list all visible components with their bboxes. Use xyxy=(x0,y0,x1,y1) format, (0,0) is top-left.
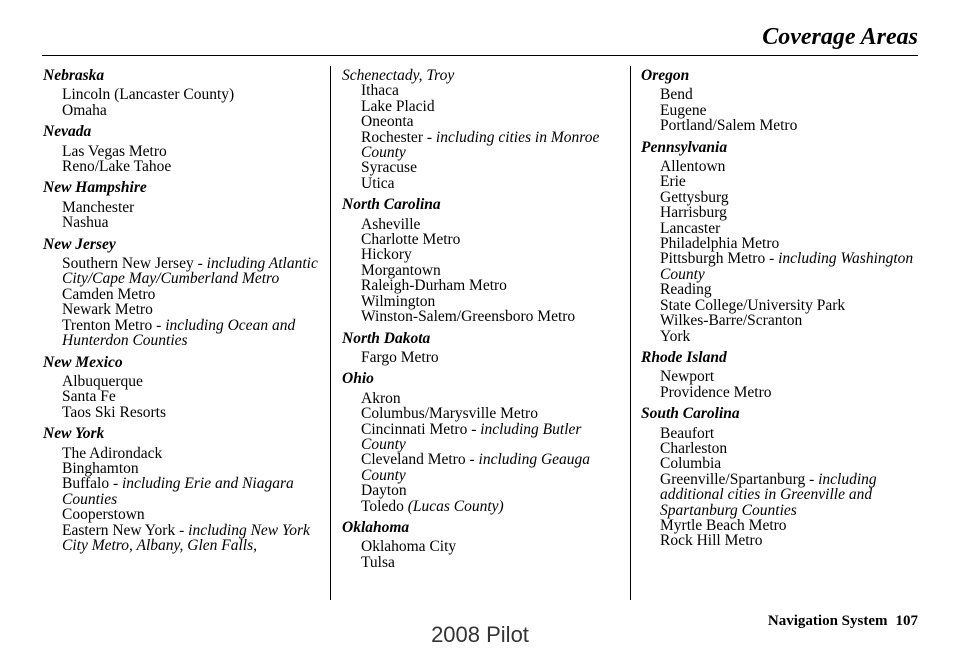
city-name: Santa Fe xyxy=(62,388,116,406)
column-1 xyxy=(43,68,323,553)
city-entry xyxy=(342,247,612,262)
city-name: Gettysburg xyxy=(660,188,729,206)
city-name: Manchester xyxy=(62,198,135,216)
header-rule xyxy=(42,55,918,56)
city-entry xyxy=(43,103,323,118)
city-name: Asheville xyxy=(361,215,421,233)
city-entry xyxy=(641,251,921,282)
city-name: Philadelphia Metro xyxy=(660,235,780,253)
state-heading: Oregon xyxy=(641,67,690,84)
city-entry xyxy=(342,114,612,129)
city-entry xyxy=(342,176,612,191)
state-heading: New Mexico xyxy=(43,353,123,371)
city-name: Portland/Salem Metro xyxy=(660,117,798,135)
city-entry xyxy=(43,446,323,461)
city-name: Trenton Metro - xyxy=(62,316,166,334)
city-name: Lincoln (Lancaster County) xyxy=(62,86,235,104)
city-name: Wilmington xyxy=(361,292,436,310)
page-number: 107 xyxy=(895,613,918,629)
city-entry xyxy=(43,87,323,102)
city-entry xyxy=(43,389,323,404)
state-heading: South Carolina xyxy=(641,405,740,423)
city-name: Greenville/Spartanburg - xyxy=(660,470,819,488)
city-name: Raleigh-Durham Metro xyxy=(361,277,507,295)
state-heading: New Hampshire xyxy=(43,179,147,197)
city-entry xyxy=(641,456,921,471)
city-entry xyxy=(641,87,921,102)
city-entry xyxy=(342,406,612,421)
city-entry xyxy=(641,385,921,400)
city-entry xyxy=(342,499,612,514)
state-heading: North Dakota xyxy=(342,329,431,347)
column-2 xyxy=(342,68,612,570)
city-entry xyxy=(342,294,612,309)
city-entry xyxy=(641,369,921,384)
city-name: State College/University Park xyxy=(660,296,846,314)
city-name: Columbia xyxy=(660,455,722,473)
city-entry xyxy=(641,103,921,118)
city-name: Newport xyxy=(660,368,715,386)
coverage-note: including cities in Monroe County xyxy=(361,128,600,162)
city-name: Ithaca xyxy=(361,82,399,100)
city-name: Fargo Metro xyxy=(361,348,439,366)
city-entry xyxy=(43,405,323,420)
city-name: Cleveland Metro - xyxy=(361,451,479,469)
column-divider xyxy=(630,66,631,600)
state-heading: New York xyxy=(43,425,105,443)
city-name: Dayton xyxy=(361,482,407,500)
city-name: Columbus/Marysville Metro xyxy=(361,405,538,423)
city-name: Rock Hill Metro xyxy=(660,532,763,550)
city-entry xyxy=(641,236,921,251)
state-heading: North Carolina xyxy=(342,196,441,214)
city-entry xyxy=(641,159,921,174)
city-entry xyxy=(641,329,921,344)
city-entry xyxy=(641,441,921,456)
city-name: Lake Placid xyxy=(361,97,435,115)
city-name: Camden Metro xyxy=(62,285,156,303)
city-name: Binghamton xyxy=(62,459,139,477)
city-entry xyxy=(342,309,612,324)
page-title: Coverage Areas xyxy=(762,24,918,50)
city-entry xyxy=(43,256,323,287)
city-name: Bend xyxy=(660,86,693,104)
coverage-note: including Atlantic City/Cape May/Cumberland Metro xyxy=(62,255,318,288)
city-name: Reading xyxy=(660,281,712,299)
city-name: Cincinnati Metro - xyxy=(361,420,481,438)
city-name: The Adirondack xyxy=(62,444,163,462)
city-name: Eastern New York - xyxy=(62,521,189,539)
city-name: Myrtle Beach Metro xyxy=(660,516,787,534)
city-entry xyxy=(342,160,612,175)
state-heading: Nevada xyxy=(43,123,92,141)
city-entry xyxy=(43,374,323,389)
city-entry xyxy=(641,118,921,133)
city-name: Syracuse xyxy=(361,159,417,177)
city-entry xyxy=(43,159,323,174)
city-entry xyxy=(641,190,921,205)
city-name: Toledo xyxy=(361,497,408,515)
city-entry xyxy=(43,507,323,522)
city-name: Harrisburg xyxy=(660,204,727,222)
city-entry xyxy=(641,174,921,189)
city-entry xyxy=(43,144,323,159)
city-entry xyxy=(342,263,612,278)
city-name: Beaufort xyxy=(660,424,715,442)
city-entry xyxy=(43,200,323,215)
city-name: Buffalo - xyxy=(62,475,122,493)
coverage-note: including New York City Metro, Albany, Glen Falls, xyxy=(62,521,310,554)
city-entry xyxy=(342,539,612,554)
city-entry xyxy=(641,313,921,328)
city-entry xyxy=(43,318,323,349)
city-entry xyxy=(43,476,323,507)
city-name: Charleston xyxy=(660,439,728,457)
watermark: 2008 Pilot xyxy=(431,622,529,647)
city-entry xyxy=(641,533,921,548)
city-name: Newark Metro xyxy=(62,301,153,319)
column-divider xyxy=(330,66,331,600)
city-entry xyxy=(641,282,921,297)
city-name: Las Vegas Metro xyxy=(62,142,167,160)
city-name: Lancaster xyxy=(660,219,721,237)
city-entry xyxy=(43,523,323,554)
city-entry xyxy=(43,302,323,317)
city-name: Wilkes-Barre/Scranton xyxy=(660,312,803,330)
city-entry xyxy=(641,205,921,220)
coverage-note: including additional cities in Greenville and Spartanburg Counties xyxy=(660,470,877,519)
city-name: Southern New Jersey - xyxy=(62,255,207,273)
city-entry xyxy=(43,287,323,302)
city-name: Erie xyxy=(660,173,686,191)
city-name: Omaha xyxy=(62,101,107,119)
state-heading: Oklahoma xyxy=(342,518,410,536)
city-entry xyxy=(641,472,921,518)
state-heading: Pennsylvania xyxy=(641,138,728,156)
city-entry xyxy=(342,391,612,406)
city-name: Charlotte Metro xyxy=(361,231,461,249)
city-name: Utica xyxy=(361,174,395,192)
city-entry xyxy=(342,422,612,453)
city-name: Allentown xyxy=(660,158,726,176)
city-name: Pittsburgh Metro - xyxy=(660,250,779,268)
city-name: Hickory xyxy=(361,246,412,264)
city-entry xyxy=(342,278,612,293)
coverage-note: including Butler County xyxy=(361,420,582,453)
city-name: Winston-Salem/Greensboro Metro xyxy=(361,308,576,326)
column-3 xyxy=(641,68,921,549)
city-name: Eugene xyxy=(660,101,707,119)
city-name: Tulsa xyxy=(361,553,395,571)
city-entry xyxy=(641,426,921,441)
city-name: York xyxy=(660,327,691,345)
city-entry xyxy=(342,555,612,570)
city-name: Oklahoma City xyxy=(361,538,457,556)
city-name: Nashua xyxy=(62,214,109,232)
city-entry xyxy=(43,461,323,476)
city-name: Akron xyxy=(361,389,401,407)
city-entry xyxy=(342,130,612,161)
state-heading: Rhode Island xyxy=(641,348,727,366)
city-entry xyxy=(641,298,921,313)
city-entry xyxy=(342,99,612,114)
city-entry xyxy=(342,483,612,498)
city-name: Providence Metro xyxy=(660,383,772,401)
city-name: Taos Ski Resorts xyxy=(62,403,166,421)
city-entry xyxy=(43,215,323,230)
city-entry xyxy=(342,217,612,232)
city-entry xyxy=(641,518,921,533)
city-entry xyxy=(342,83,612,98)
city-entry xyxy=(342,68,612,83)
state-heading: Nebraska xyxy=(43,67,105,84)
city-name: Oneonta xyxy=(361,113,414,131)
coverage-note: including Geauga County xyxy=(361,451,591,484)
coverage-note: including Ocean and Hunterdon Counties xyxy=(62,316,296,350)
city-entry xyxy=(342,452,612,483)
state-heading: Ohio xyxy=(342,370,374,388)
coverage-note: Schenectady, Troy xyxy=(342,67,455,84)
city-name: Rochester - xyxy=(361,128,436,146)
city-entry xyxy=(641,221,921,236)
city-entry xyxy=(342,350,612,365)
city-name: Reno/Lake Tahoe xyxy=(62,158,172,176)
city-name: Cooperstown xyxy=(62,506,145,524)
footer-section: Navigation System xyxy=(767,613,888,629)
coverage-note: including Washington County xyxy=(660,250,914,283)
city-name: Morgantown xyxy=(361,261,441,279)
state-heading: New Jersey xyxy=(43,235,116,253)
coverage-note: including Erie and Niagara Counties xyxy=(62,475,294,508)
city-entry xyxy=(342,232,612,247)
city-name: Albuquerque xyxy=(62,372,143,390)
coverage-note: (Lucas County) xyxy=(407,497,504,515)
